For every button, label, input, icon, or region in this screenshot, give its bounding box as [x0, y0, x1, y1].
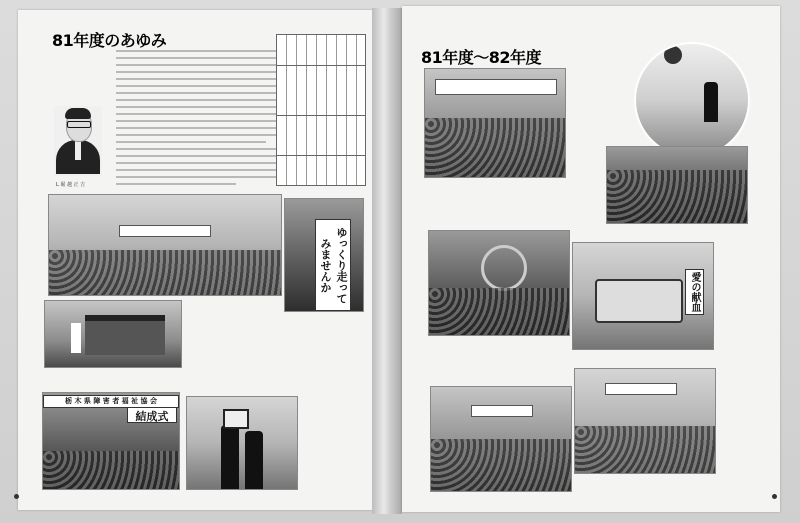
left-page-title: 81年度のあゆみ [52, 31, 167, 50]
corner-dot-right [772, 494, 777, 499]
vertical-banner: ゆっくり走ってみませんか [315, 219, 351, 311]
book-spine [372, 8, 402, 514]
building-photo [44, 300, 182, 368]
left-page [18, 10, 372, 510]
ceremony-kessiki-banner: 結成式 [127, 407, 177, 423]
jogging-banner-photo [284, 198, 364, 312]
blood-donation-bus-photo [572, 242, 714, 350]
president-portrait [54, 106, 102, 176]
body-text-block [116, 50, 296, 190]
portrait-caption: L 堀 越 正 吉 [56, 182, 86, 188]
blood-donation-banner: 愛の献血 [685, 269, 704, 315]
speaker-circle-photo [634, 42, 750, 158]
outdoor-crowd-photo [606, 146, 748, 224]
meeting-photo-1 [424, 68, 566, 178]
officer-table [276, 34, 366, 186]
award-photo [186, 396, 298, 490]
corner-dot-left [14, 494, 19, 499]
stage-ceremony-photo [574, 368, 716, 474]
hall-meeting-photo [430, 386, 572, 492]
panel-photo [428, 230, 570, 336]
right-page-title: 81年度～82年度 [421, 48, 542, 67]
ceremony-photo [42, 392, 180, 490]
group-photo-1 [48, 194, 282, 296]
right-page [402, 6, 780, 512]
ceremony-header-banner: 栃 木 県 障 害 者 福 祉 協 会 [43, 395, 179, 408]
